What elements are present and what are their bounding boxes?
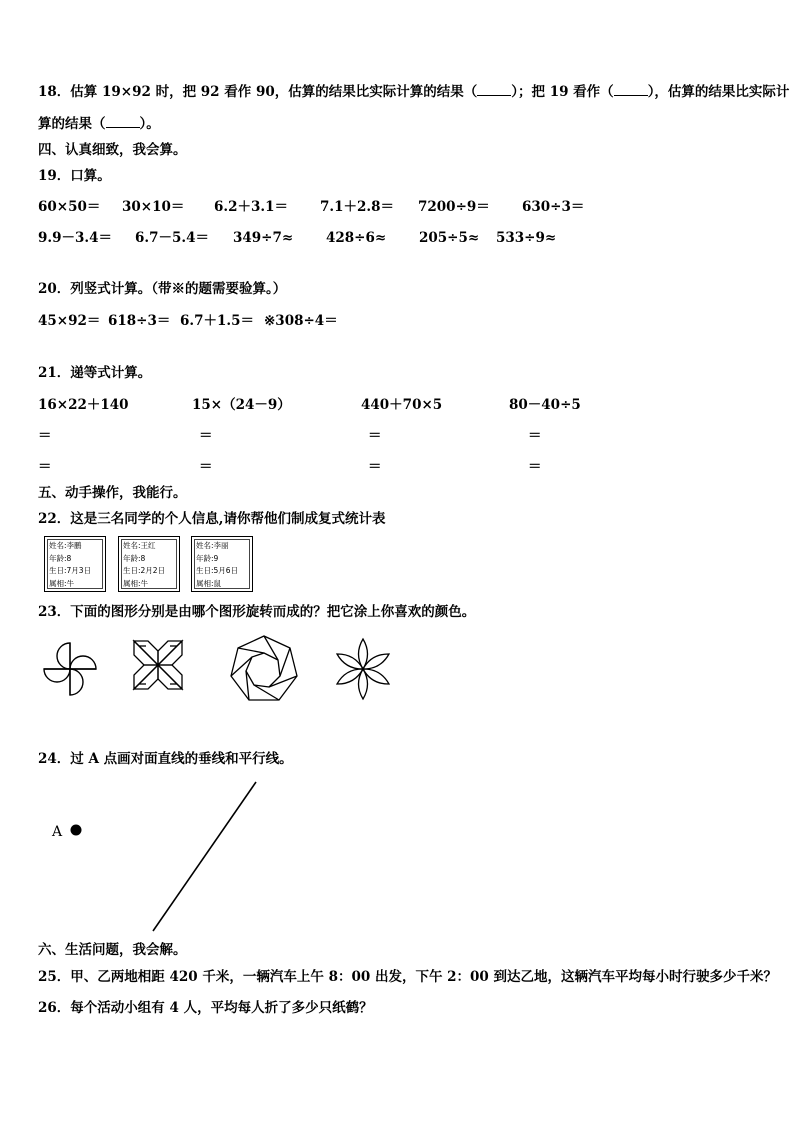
q24-title: 24．过 A 点画对面直线的垂线和平行线。 [38, 751, 293, 767]
section-5-heading: 五、动手操作，我能行。 [38, 485, 187, 501]
q26-text: 26．每个活动小组有 4 人，平均每人折了多少只纸鹤？ [38, 1000, 373, 1016]
diagonal-line [150, 780, 260, 934]
q21-expression: 440＋70×5 [361, 397, 443, 413]
card-age: 年龄:8 [49, 553, 72, 563]
q18-line2: 算的结果（ ）。 [38, 116, 160, 132]
q18-line1: 18．估算 19×92 时，把 92 看作 90，估算的结果比实际计算的结果（ ）；把 19 看作（ ），估算的结果比实际计 [38, 84, 790, 100]
card-birthday: 生日:5月6日 [196, 566, 239, 575]
card-age: 年龄:8 [123, 553, 146, 563]
q19-item: 60×50＝ [38, 199, 101, 215]
q23-title: 23．下面的图形分别是由哪个图形旋转而成的？把它涂上你喜欢的颜色。 [38, 604, 476, 620]
pinwheel-figure[interactable] [38, 637, 102, 701]
q21-equals: ＝ [368, 428, 382, 444]
answer-blank[interactable] [477, 84, 511, 96]
q19-item: 6.2＋3.1＝ [214, 199, 288, 215]
q19-item: 7.1＋2.8＝ [320, 199, 394, 215]
card-birthday: 生日:7月3日 [49, 566, 92, 575]
card-name: 姓名:李鹏 [49, 541, 82, 550]
x-pattern-figure[interactable] [130, 637, 186, 693]
q21-title: 21．递等式计算。 [38, 365, 152, 381]
answer-blank[interactable] [106, 116, 140, 128]
q21-expression: 16×22＋140 [38, 397, 129, 413]
heptagon-figure[interactable] [228, 633, 300, 705]
q21-equals: ＝ [528, 428, 542, 444]
q20-item: 618÷3＝ [108, 313, 171, 329]
card-birthday: 生日:2月2日 [123, 566, 166, 575]
section-4-heading: 四、认真细致，我会算。 [38, 142, 187, 158]
q19-item: 533÷9≈ [496, 230, 557, 246]
answer-blank[interactable] [614, 84, 648, 96]
q21-expression: 80－40÷5 [509, 397, 581, 413]
q20-title: 20．列竖式计算。（带※的题需要验算。） [38, 281, 287, 297]
card-zodiac: 属相:牛 [49, 578, 75, 588]
q19-item: 7200÷9＝ [418, 199, 490, 215]
q19-item: 428÷6≈ [326, 230, 387, 246]
card-zodiac: 属相:鼠 [196, 578, 222, 588]
q19-item: 630÷3＝ [522, 199, 585, 215]
q22-title: 22．这是三名同学的个人信息,请你帮他们制成复式统计表 [38, 511, 386, 527]
q25-text: 25．甲、乙两地相距 420 千米，一辆汽车上午 8：00 出发，下午 2：00 到达乙地，这辆汽车平均每小时行驶多少千米？ [38, 969, 778, 985]
q21-equals: ＝ [528, 459, 542, 475]
q21-equals: ＝ [199, 459, 213, 475]
q21-expression: 15×（24－9） [192, 397, 291, 413]
point-a [69, 823, 83, 837]
card-zodiac: 属相:牛 [123, 578, 149, 588]
q21-equals: ＝ [199, 428, 213, 444]
flower-figure[interactable] [330, 636, 396, 702]
section-6-heading: 六、生活问题，我会解。 [38, 942, 187, 958]
card-name: 姓名:李丽 [196, 541, 229, 550]
q21-equals: ＝ [38, 459, 52, 475]
q19-item: 6.7－5.4＝ [135, 230, 209, 246]
q19-item: 205÷5≈ [419, 230, 480, 246]
q19-title: 19．口算。 [38, 168, 111, 184]
card-name: 姓名:王红 [123, 541, 156, 550]
q19-item: 349÷7≈ [233, 230, 294, 246]
q19-item: 9.9－3.4＝ [38, 230, 112, 246]
q19-item: 30×10＝ [122, 199, 185, 215]
point-a-label: A [52, 824, 63, 840]
q20-item: 45×92＝ [38, 313, 101, 329]
q21-equals: ＝ [38, 428, 52, 444]
card-age: 年龄:9 [196, 553, 219, 563]
info-card [44, 536, 106, 592]
q20-item: 6.7＋1.5＝ [180, 313, 254, 329]
info-card [191, 536, 253, 592]
q21-equals: ＝ [368, 459, 382, 475]
q20-item: ※308÷4＝ [264, 313, 338, 329]
info-card [118, 536, 180, 592]
